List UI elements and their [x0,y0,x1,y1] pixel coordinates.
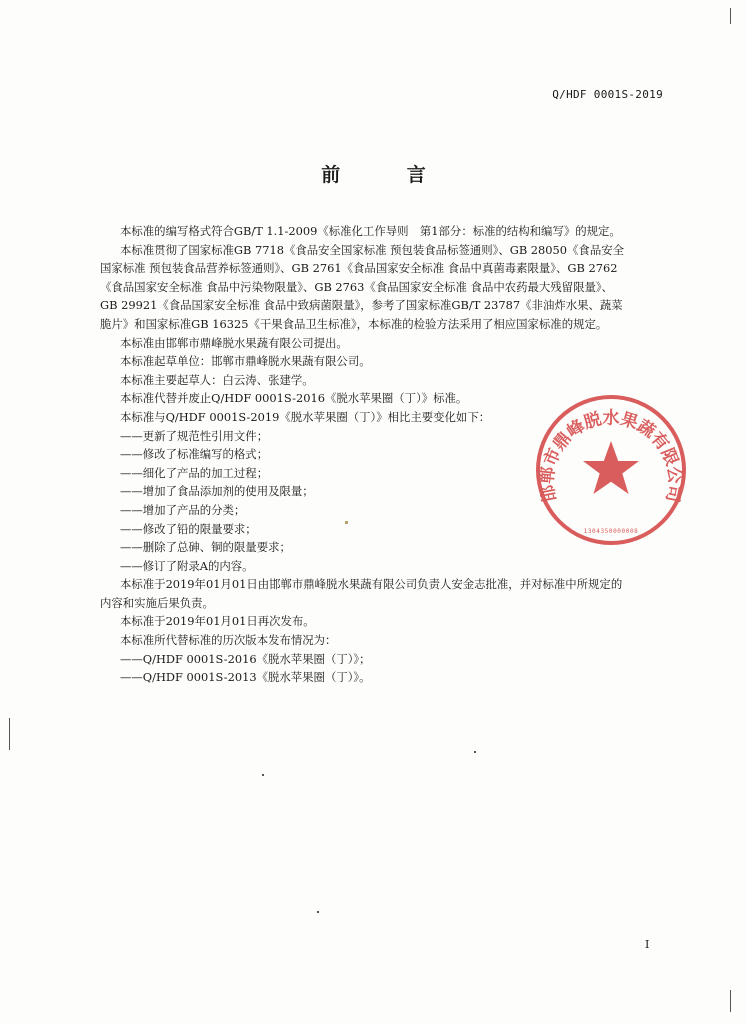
scan-mark [730,8,731,24]
paragraph: 本标准于2019年01月01日由邯郸市鼎峰脱水果蔬有限公司负责人安金志批准，并对标准中所规定的 [120,577,623,592]
change-item: ——修改了铅的限量要求； [120,521,257,536]
change-item: ——细化了产品的加工过程； [120,465,269,480]
scan-mark [9,718,10,750]
change-item: ——修订了附录A的内容。 [120,558,254,573]
scan-speck [262,774,264,776]
page-number: I [645,938,650,951]
change-item: ——增加了食品添加剂的使用及限量； [120,484,314,499]
paragraph: GB 29921《食品国家安全标准 食品中致病菌限量》，参考了国家标准GB/T 23787《非油炸水果、蔬菜 [100,298,623,313]
paragraph: 本标准所代替标准的历次版本发布情况为： [120,633,337,648]
paragraph: 本标准的编写格式符合GB/T 1.1-2009《标准化工作导则 第1部分：标准的结构和编写》的规定。 [120,224,621,238]
scan-speck [345,521,348,524]
paragraph: 本标准起草单位：邯郸市鼎峰脱水果蔬有限公司。 [120,354,371,369]
paragraph: 《食品国家安全标准 食品中污染物限量》、GB 2763《食品国家安全标准 食品中农药最大残留限量》、 [100,279,613,294]
paragraph: 本标准代替并废止Q/HDF 0001S-2016《脱水苹果圈（丁）》标准。 [120,391,468,406]
change-item: ——删除了总砷、铜的限量要求； [120,540,291,555]
paragraph: 国家标准 预包装食品营养标签通则》、GB 2761《食品国家安全标准 食品中真菌毒素限量》、GB 2762 [100,261,618,276]
paragraph: 本标准与Q/HDF 0001S-2019《脱水苹果圈（丁）》相比主要变化如下： [120,409,491,424]
history-item: ——Q/HDF 0001S-2013《脱水苹果圈（丁）》。 [120,670,371,685]
page-title: 前 言 [321,164,456,186]
seal-number: 1304350000008 [583,528,639,535]
change-item: ——增加了产品的分类； [120,502,246,517]
paragraph: 脆片》和国家标准GB 16325《干果食品卫生标准》，本标准的检验方法采用了相应国家标准的规定。 [100,316,608,331]
scan-speck [474,751,476,753]
history-item: ——Q/HDF 0001S-2016《脱水苹果圈（丁）》； [120,651,371,666]
change-item: ——更新了规范性引用文件； [120,428,269,443]
scan-speck [317,911,319,913]
document-code: Q/HDF 0001S-2019 [552,88,663,101]
paragraph: 内容和实施后果负责。 [100,595,214,610]
paragraph: 本标准主要起草人：白云涛、张建学。 [120,372,314,387]
paragraph: 本标准由邯郸市鼎峰脱水果蔬有限公司提出。 [120,335,348,350]
paragraph: 本标准于2019年01月01日再次发布。 [120,614,315,629]
change-item: ——修改了标准编写的格式； [120,447,269,462]
scan-mark [730,990,731,1012]
company-seal-stamp [534,393,688,547]
paragraph: 本标准贯彻了国家标准GB 7718《食品安全国家标准 预包装食品标签通则》、GB 28050《食品安全 [120,242,624,257]
seal-star-icon [583,441,639,494]
seal-text: 邯郸市鼎峰脱水果蔬有限公司 [537,408,685,504]
